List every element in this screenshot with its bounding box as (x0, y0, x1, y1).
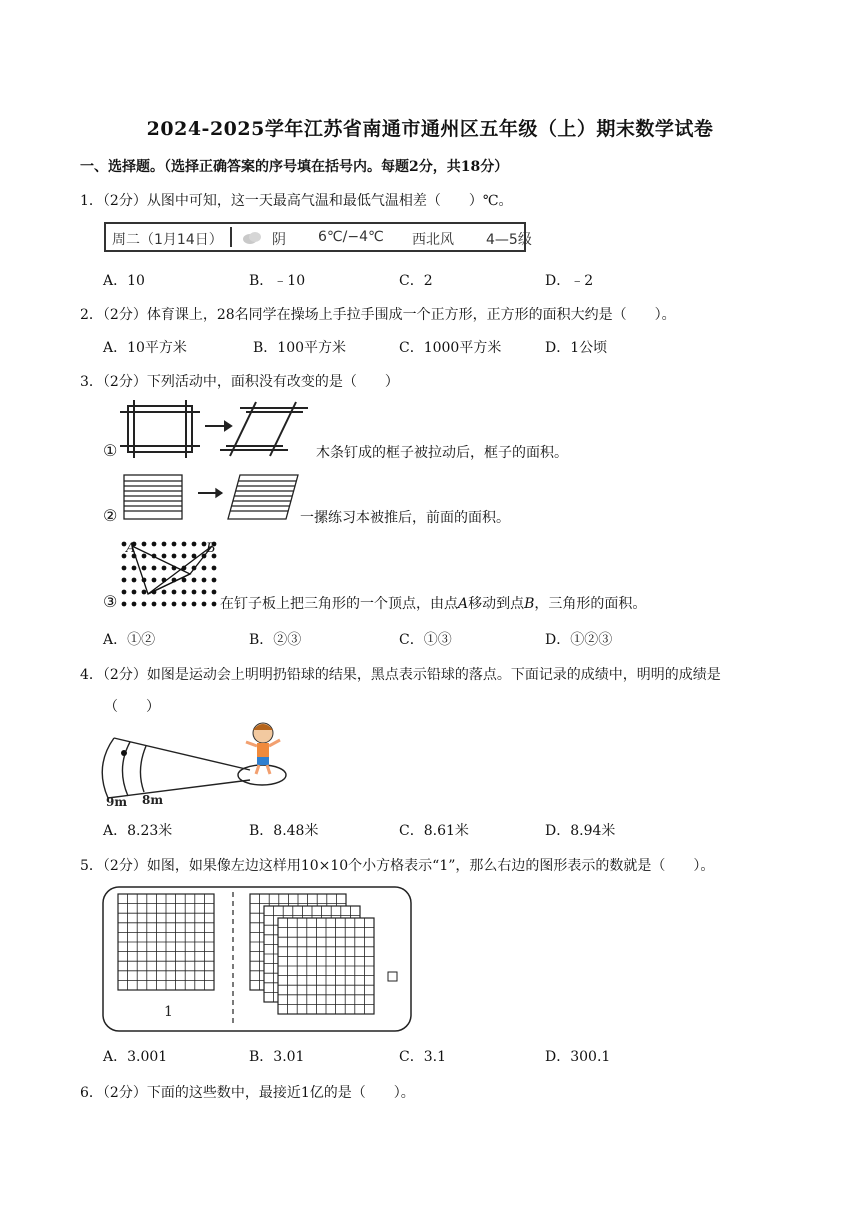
point-a-label: A (126, 541, 136, 556)
peg-dot (212, 578, 217, 583)
option-d: D．①②③ (545, 632, 613, 648)
option-c: C．8.61米 (399, 823, 469, 839)
option-a: A．8.23米 (103, 823, 173, 839)
peg-dot (202, 578, 207, 583)
pegboard-figure (120, 538, 224, 608)
peg-dot (162, 602, 167, 607)
question-1-text: 1．（2分）从图中可知，这一天最高气温和最低气温相差（ ）℃。 (80, 193, 513, 209)
question-5-text: 5．（2分）如图，如果像左边这样用10×10个小方格表示“1”，那么右边的图形表示的数就是（ ）。 (80, 858, 715, 874)
option-b: B．100平方米 (253, 340, 347, 356)
peg-dot (152, 602, 157, 607)
peg-dot (182, 590, 187, 595)
weather-condition: 阴 (272, 232, 286, 248)
option-b: B．②③ (249, 632, 302, 648)
frame-figure (118, 400, 318, 460)
peg-dot (142, 590, 147, 595)
hundred-grid (118, 894, 214, 990)
peg-dot (192, 590, 197, 595)
peg-dot (202, 590, 207, 595)
weather-wind: 西北风 (412, 232, 454, 248)
question-6-text: 6．（2分）下面的这些数中，最接近1亿的是（ ）。 (80, 1085, 415, 1101)
weather-strip (104, 222, 532, 252)
option-c: C．1000平方米 (399, 340, 502, 356)
weather-divider (230, 227, 232, 247)
peg-dot (182, 542, 187, 547)
peg-dot (132, 566, 137, 571)
books-figure (122, 471, 302, 523)
peg-dot (212, 566, 217, 571)
peg-dot (182, 602, 187, 607)
peg-dot (172, 554, 177, 559)
peg-dot (132, 590, 137, 595)
peg-dot (162, 542, 167, 547)
label-8m: 8m (142, 793, 164, 807)
item-2-text: 一摞练习本被推后，前面的面积。 (300, 510, 510, 526)
section-heading: 一、选择题。（选择正确答案的序号填在括号内。每题2分，共18分） (80, 159, 509, 175)
option-a: A．3.001 (103, 1049, 168, 1065)
peg-dot (152, 566, 157, 571)
peg-dot (152, 542, 157, 547)
item-3-number: ③ (103, 592, 118, 611)
peg-dot (202, 566, 207, 571)
peg-dot (122, 566, 127, 571)
grid-label-one: 1 (164, 1004, 173, 1020)
item-3-text-part: 移动到点 (468, 596, 525, 612)
peg-dot (172, 542, 177, 547)
peg-dot (122, 602, 127, 607)
option-d: D．8.94米 (545, 823, 616, 839)
option-b: B．3.01 (249, 1049, 305, 1065)
item-2-number: ② (103, 506, 118, 525)
landing-point (121, 750, 127, 756)
item-3-text (220, 593, 646, 613)
peg-dot (122, 578, 127, 583)
item-1-number: ① (103, 441, 118, 460)
item-3-text-part: 在钉子板上把三角形的一个顶点，由点 (220, 596, 458, 612)
peg-dot (162, 566, 167, 571)
label-9m: 9m (106, 795, 128, 809)
page-title: 2024-2025学年江苏省南通市通州区五年级（上）期末数学试卷 (146, 118, 714, 140)
peg-dot (162, 590, 167, 595)
item-3-point-b: B (524, 596, 535, 612)
peg-dot (152, 578, 157, 583)
peg-dot (132, 578, 137, 583)
peg-dot (202, 602, 207, 607)
cloud-icon (242, 231, 262, 249)
question-4-text: 4．（2分）如图是运动会上明明扔铅球的结果，黑点表示铅球的落点。下面记录的成绩中，明明的成绩是 (80, 667, 721, 683)
grid-figure (102, 886, 414, 1034)
peg-dot (172, 602, 177, 607)
peg-dot (142, 542, 147, 547)
hundred-grid (278, 918, 374, 1014)
option-d: D．300.1 (545, 1049, 611, 1065)
peg-dot (212, 602, 217, 607)
option-d: D．﹣2 (545, 273, 594, 289)
peg-dot (122, 590, 127, 595)
peg-dot (172, 590, 177, 595)
option-c: C．2 (399, 273, 433, 289)
peg-dot (142, 566, 147, 571)
peg-dot (192, 542, 197, 547)
weather-day: 周二（1月14日） (112, 232, 223, 248)
item-3-point-a: A (458, 596, 469, 612)
option-a: A．①② (103, 632, 156, 648)
item-3-text-part: ，三角形的面积。 (534, 596, 647, 612)
peg-dot (142, 554, 147, 559)
option-c: C．①③ (399, 632, 452, 648)
option-a: A．10平方米 (103, 340, 187, 356)
option-d: D．1公顷 (545, 340, 608, 356)
point-b-label: B (206, 541, 216, 556)
weather-level: 4—5级 (486, 232, 532, 248)
shotput-figure (100, 718, 290, 810)
peg-dot (192, 602, 197, 607)
question-4-paren: （ ） (104, 699, 160, 715)
peg-dot (142, 602, 147, 607)
peg-dot (212, 590, 217, 595)
option-a: A．10 (103, 273, 145, 289)
item-1-text: 木条钉成的框子被拉动后，框子的面积。 (316, 445, 568, 461)
option-b: B．8.48米 (249, 823, 319, 839)
option-b: B．﹣10 (249, 273, 306, 289)
peg-dot (132, 602, 137, 607)
peg-dot (182, 554, 187, 559)
option-c: C．3.1 (399, 1049, 446, 1065)
peg-dot (192, 578, 197, 583)
peg-dot (162, 554, 167, 559)
question-2-text: 2．（2分）体育课上，28名同学在操场上手拉手围成一个正方形，正方形的面积大约是（ ）。 (80, 307, 676, 323)
weather-temp: 6℃/−4℃ (318, 229, 384, 245)
question-3-text: 3．（2分）下列活动中，面积没有改变的是（ ） (80, 374, 399, 390)
